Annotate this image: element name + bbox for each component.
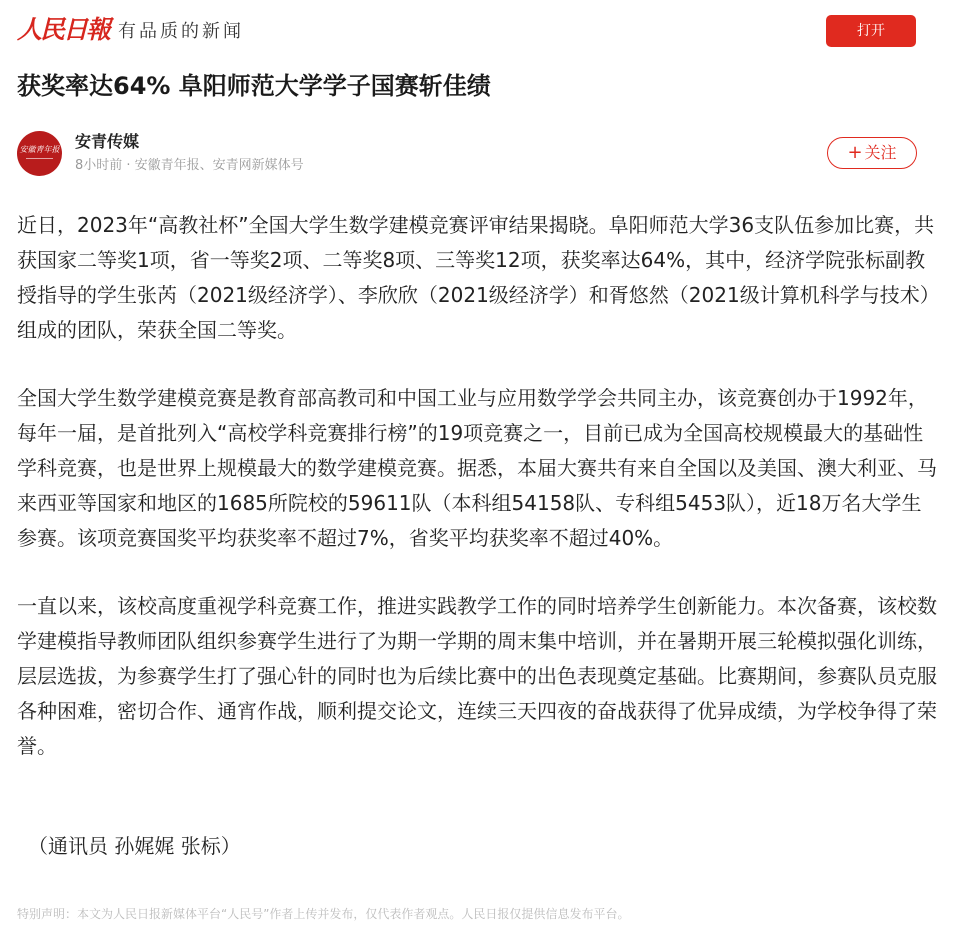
- author-meta: 8小时前 · 安徽青年报、安青网新媒体号: [75, 158, 304, 173]
- follow-label: 关注: [864, 143, 897, 162]
- reporter-credit: （通讯员 孙娓娓 张标）: [28, 834, 241, 858]
- article-paragraph: 近日，2023年“高教社杯”全国大学生数学建模竞赛评审结果揭晓。阜阳师范大学36支队伍参加比赛，共获国家二等奖1项，省一等奖2项、二等奖8项、三等奖12项，获奖率达64%，其中，经济学院张标副教授指导的学生张芮（2021级经济学）、李欣欣（2021级经济学）和胥悠然（2021级计算机科学与技术）组成的团队，荣获全国二等奖。: [17, 213, 935, 342]
- article-paragraph: 一直以来，该校高度重视学科竞赛工作，推进实践教学工作的同时培养学生创新能力。本次备赛，该校数学建模指导教师团队组织参赛学生进行了为期一学期的周末集中培训，并在暑期开展三轮模拟强化训练，层层选拔，为参赛学生打了强心针的同时也为后续比赛中的出色表现奠定基础。比赛期间，参赛队员克服各种困难，密切合作、通宵作战，顺利提交论文，连续三天四夜的奋战获得了优异成绩，为学校争得了荣誉。: [17, 594, 937, 758]
- avatar-divider: [26, 158, 53, 159]
- open-app-button[interactable]: 打开: [826, 15, 916, 47]
- author-avatar[interactable]: [17, 131, 62, 176]
- article-body: [17, 208, 937, 797]
- author-name[interactable]: 安青传媒: [75, 132, 140, 151]
- article-title: 获奖率达64% 阜阳师范大学学子国赛斩佳绩: [17, 72, 491, 100]
- avatar-logo-text: 安徽青年报: [19, 145, 60, 154]
- follow-button[interactable]: [827, 137, 917, 169]
- article-paragraph: 全国大学生数学建模竞赛是教育部高教司和中国工业与应用数学学会共同主办，该竞赛创办于1992年，每年一届，是首批列入“高校学科竞赛排行榜”的19项竞赛之一，目前已成为全国高校规模最大的基础性学科竞赛，也是世界上规模最大的数学建模竞赛。据悉，本届大赛共有来自全国以及美国、澳大利亚、马来西亚等国家和地区的1685所院校的59611队（本科组54158队、专科组5453队），近18万名大学生参赛。该项竞赛国奖平均获奖率不超过7%，省奖平均获奖率不超过40%。: [17, 386, 937, 550]
- people-daily-logo[interactable]: 人民日報: [17, 15, 110, 44]
- top-bar: [0, 0, 953, 64]
- header-slogan: 有品质的新闻: [118, 21, 244, 42]
- disclaimer: 特别声明：本文为人民日报新媒体平台“人民号”作者上传并发布，仅代表作者观点。人民日报仅提供信息发布平台。: [17, 907, 630, 921]
- plus-icon: +: [847, 142, 863, 163]
